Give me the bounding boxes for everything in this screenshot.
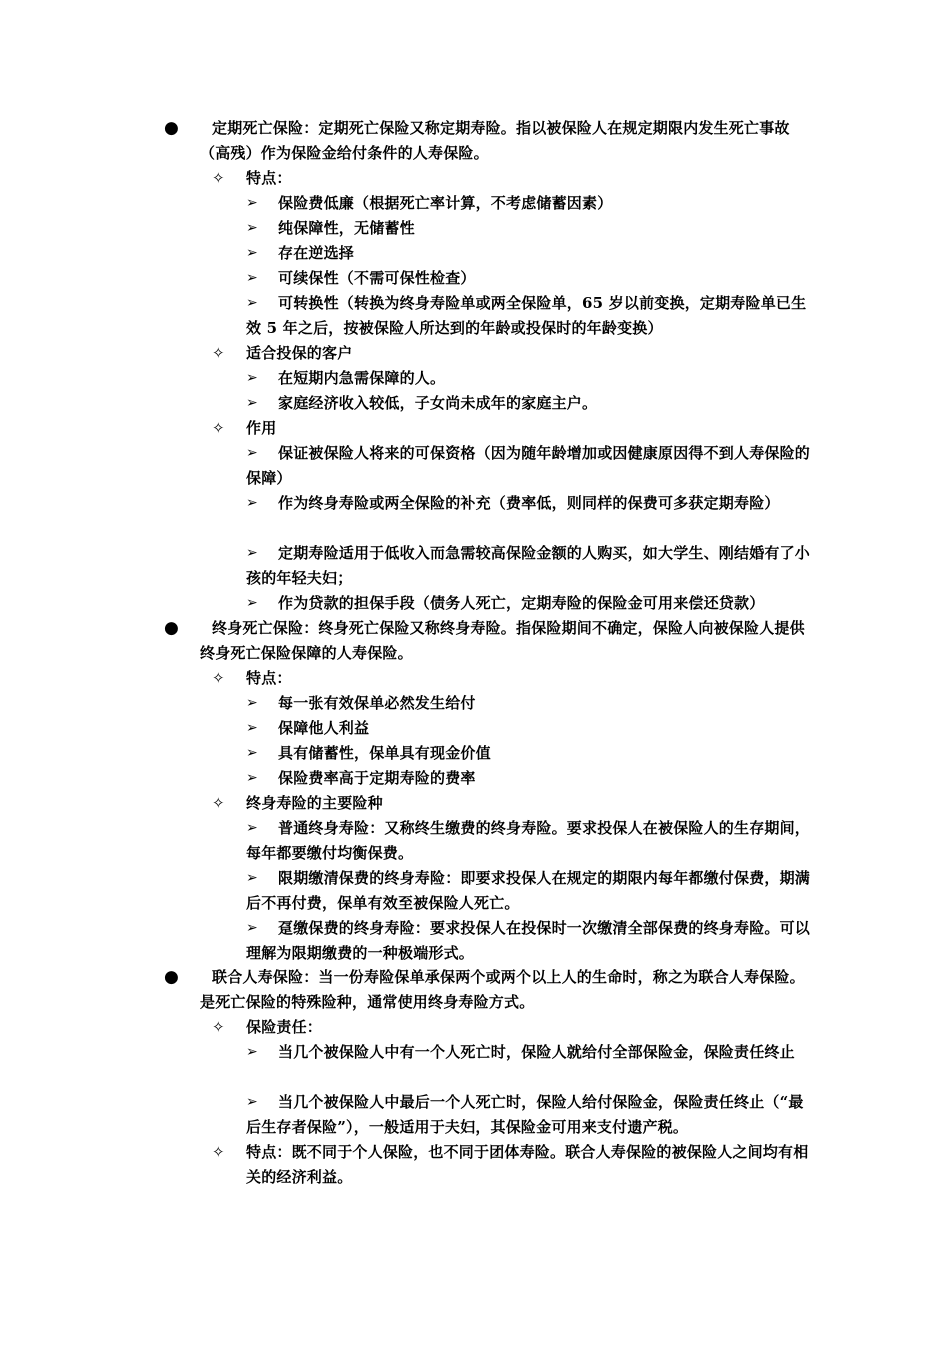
group-heading [212,1140,810,1190]
list-item: ➢ 保证被保险人将来的可保资格（因为随年龄增加或因健康原因得不到人寿保险的保障） [246,441,810,491]
list-item: ➢ 保障他人利益 [246,716,810,741]
arrow-bullet-icon: ➢ [246,395,258,411]
arrow-bullet-icon: ➢ [246,745,258,761]
arrow-bullet-icon: ➢ [246,1094,258,1110]
bullet-dot-icon: ● [164,618,180,638]
list-item: ➢ 当几个被保险人中有一个人死亡时，保险人就给付全部保险金，保险责任终止 [246,1040,810,1065]
section-whole-life [164,616,810,666]
arrow-bullet-icon: ➢ [246,770,258,786]
group-heading [212,166,810,191]
section-text: 联合人寿保险：当一份寿险保单承保两个或两个以上人的生命时，称之为联合人寿保险。是死亡保险的特殊险种，通常使用终身寿险方式。 [200,968,805,1011]
section-term-life [164,116,810,166]
arrow-bullet-icon: ➢ [246,870,258,886]
section-joint-life [164,965,810,1015]
arrow-bullet-icon: ➢ [246,445,258,461]
group-text: 保险责任： [246,1018,323,1036]
group-heading [212,1015,810,1040]
arrow-bullet-icon: ➢ [246,1044,258,1060]
diamond-star-icon: ✧ [212,1143,225,1161]
list-item: ➢ 当几个被保险人中最后一个人死亡时，保险人给付保险金，保险责任终止（“最后生存者保险”），一般适用于夫妇，其保险金可用来支付遗产税。 [246,1090,810,1140]
section-text: 定期死亡保险：定期死亡保险又称定期寿险。指以被保险人在规定期限内发生死亡事故（高残）作为保险金给付条件的人寿保险。 [200,119,790,162]
bullet-dot-icon: ● [164,118,180,138]
list-item: ➢ 可续保性（不需可保性检查） [246,266,810,291]
list-item: ➢ 家庭经济收入较低，子女尚未成年的家庭主户。 [246,391,810,416]
list-item: ➢ 保险费低廉（根据死亡率计算，不考虑储蓄因素） [246,191,810,216]
list-item: ➢ 作为终身寿险或两全保险的补充（费率低，则同样的保费可多获定期寿险） [246,491,810,516]
group-text: 特点：既不同于个人保险，也不同于团体寿险。联合人寿保险的被保险人之间均有相关的经济利益。 [246,1143,809,1186]
arrow-bullet-icon: ➢ [246,495,258,511]
arrow-bullet-icon: ➢ [246,195,258,211]
diamond-star-icon: ✧ [212,794,225,812]
group-text: 特点： [246,669,292,687]
section-text: 终身死亡保险：终身死亡保险又称终身寿险。指保险期间不确定，保险人向被保险人提供终身死亡保险保障的人寿保险。 [200,619,805,662]
arrow-bullet-icon: ➢ [246,370,258,386]
group-heading [212,791,810,816]
diamond-star-icon: ✧ [212,1018,225,1036]
list-item: ➢ 普通终身寿险：又称终生缴费的终身寿险。要求投保人在被保险人的生存期间，每年都要缴付均衡保费。 [246,816,810,866]
arrow-bullet-icon: ➢ [246,595,258,611]
bullet-dot-icon: ● [164,967,180,987]
diamond-star-icon: ✧ [212,419,225,437]
list-item: ➢ 具有储蓄性，保单具有现金价值 [246,741,810,766]
list-item: ➢ 保险费率高于定期寿险的费率 [246,766,810,791]
group-text: 作用 [246,419,277,437]
arrow-bullet-icon: ➢ [246,270,258,286]
list-item: ➢ 定期寿险适用于低收入而急需较高保险金额的人购买，如大学生、刚结婚有了小孩的年轻夫妇； [246,541,810,591]
diamond-star-icon: ✧ [212,169,225,187]
group-heading [212,416,810,441]
arrow-bullet-icon: ➢ [246,220,258,236]
list-item: ➢ 每一张有效保单必然发生给付 [246,691,810,716]
arrow-bullet-icon: ➢ [246,920,258,936]
arrow-bullet-icon: ➢ [246,545,258,561]
diamond-star-icon: ✧ [212,669,225,687]
group-text: 终身寿险的主要险种 [246,794,383,812]
group-text: 适合投保的客户 [246,344,353,362]
arrow-bullet-icon: ➢ [246,820,258,836]
list-item: ➢ 存在逆选择 [246,241,810,266]
diamond-star-icon: ✧ [212,344,225,362]
arrow-bullet-icon: ➢ [246,245,258,261]
arrow-bullet-icon: ➢ [246,295,258,311]
group-heading [212,341,810,366]
list-item: ➢ 作为贷款的担保手段（债务人死亡，定期寿险的保险金可用来偿还贷款） [246,591,810,616]
list-item: ➢ 纯保障性，无储蓄性 [246,216,810,241]
arrow-bullet-icon: ➢ [246,720,258,736]
list-item: ➢ 限期缴清保费的终身寿险：即要求投保人在规定的期限内每年都缴付保费，期满后不再付费，保单有效至被保险人死亡。 [246,866,810,916]
list-item: ➢ 趸缴保费的终身寿险：要求投保人在投保时一次缴清全部保费的终身寿险。可以理解为限期缴费的一种极端形式。 [246,916,810,966]
group-text: 特点： [246,169,292,187]
group-heading [212,666,810,691]
list-item: ➢ 在短期内急需保障的人。 [246,366,810,391]
list-item: ➢ 可转换性（转换为终身寿险单或两全保险单，65 岁以前变换，定期寿险单已生效 5 年之后，按被保险人所达到的年龄或投保时的年龄变换） [246,291,810,341]
arrow-bullet-icon: ➢ [246,695,258,711]
